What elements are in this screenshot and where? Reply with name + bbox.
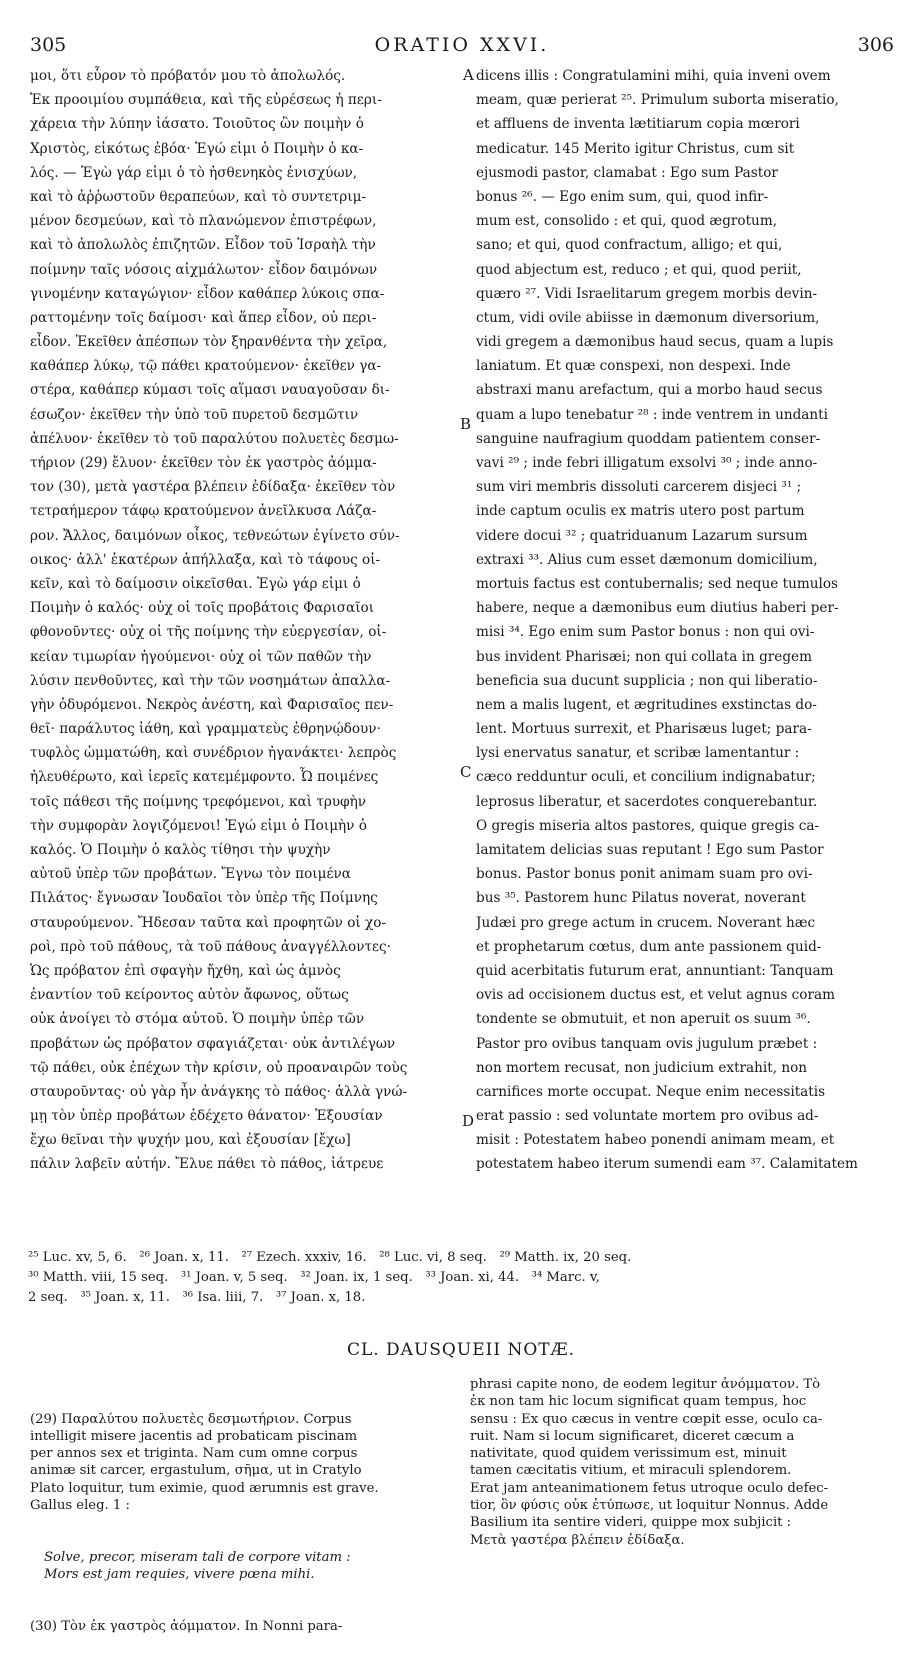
greek-line: μοι, ὅτι εὗρον τὸ πρόβατόν μου τὸ ἀπολωλός. xyxy=(30,68,346,84)
footnote-line: ²⁵ Luc. xv, 5, 6. ²⁶ Joan. x, 11. ²⁷ Ezech. xxxiv, 16. ²⁸ Luc. vi, 8 seq. ²⁹ Matth. ix, 20 seq. xyxy=(28,1250,632,1265)
greek-line: τυφλὸς ὠμματώθη, καὶ συνέδριον ἠγανάκτει· λεπρὸς xyxy=(30,745,397,762)
greek-line: προβάτων ὡς πρόβατον σφαγιάζεται· οὐκ ἀντιλέγων xyxy=(30,1035,396,1052)
latin-line: lysi enervatus sanatur, et scribæ lamentantur : xyxy=(476,745,800,762)
latin-line: bus invident Pharisæi; non qui collata in gregem xyxy=(476,648,812,665)
greek-line: λός. — Ἐγὼ γάρ εἰμι ὁ τὸ ἠσθενηκὸς ἐνισχύων, xyxy=(30,164,358,181)
note-line: tior, ὃν φύσις οὐκ ἐτύπωσε, ut loquitur Nonnus. Adde xyxy=(470,1498,829,1514)
latin-line: videre docui ³² ; quatriduanum Lazarum sursum xyxy=(476,527,808,544)
greek-line: τήριον (29) ἔλυον· ἐκεῖθεν τὸν ἐκ γαστρὸς ἀόμμα- xyxy=(30,455,377,471)
greek-line: καλός. Ὁ Ποιμὴν ὁ καλὸς τίθησι τὴν ψυχὴν xyxy=(30,842,331,858)
latin-line: vidi gregem a dæmonibus haud secus, quam a lupis xyxy=(476,334,834,351)
latin-line: Judæi pro grege actum in crucem. Noverant hæc xyxy=(476,914,816,931)
page-number-right: 306 xyxy=(857,34,894,56)
latin-line: nem a malis lugent, et ægritudines exstinctas do- xyxy=(476,696,817,713)
verse-line: Mors est jam requies, vivere pœna mihi. xyxy=(44,1567,315,1583)
greek-line: σταυροῦντας· οὐ γὰρ ἦν ἀνάγκης τὸ πάθος· ἀλλὰ γνώ- xyxy=(30,1083,408,1100)
greek-line: ρον. Ἄλλος, δαιμόνων οἶκος, τεθνεώτων ἐγίνετο σύν- xyxy=(30,527,400,544)
latin-line: ejusmodi pastor, clamabat : Ego sum Pastor xyxy=(476,164,778,181)
note-line: phrasi capite nono, de eodem legitur ἀνόμματον. Τὸ xyxy=(470,1377,821,1392)
footnotes xyxy=(28,1248,894,1308)
margin-letter-b: B xyxy=(460,415,472,433)
greek-line: ἠλευθέρωτο, καὶ ἱερεῖς κατεμέμφοντο. Ὦ ποιμένες xyxy=(30,769,379,786)
footnote-line: ³⁰ Matth. viii, 15 seq. ³¹ Joan. v, 5 seq. ³² Joan. ix, 1 seq. ³³ Joan. xi, 44. ³⁴ Marc. v, xyxy=(28,1270,600,1285)
greek-line: Πιλάτος· ἔγνωσαν Ἰουδαῖοι τὸν ὑπὲρ τῆς Ποίμνης xyxy=(30,890,378,907)
greek-line: οικος· ἀλλ' ἑκατέρων ἀπήλλαξα, καὶ τὸ τάφους οἰ- xyxy=(30,551,381,568)
greek-line: έσωζον· ἐκεῖθεν τὴν ὑπὸ τοῦ πυρετοῦ δεσμῶτιν xyxy=(30,406,359,423)
greek-line: αὐτοῦ ὑπὲρ τῶν προβάτων. Ἔγνω τὸν ποιμένα xyxy=(30,866,351,883)
note-line: tamen cæcitatis vitium, et miraculi splendorem. xyxy=(470,1463,792,1479)
running-title: ORATIO XXVI. xyxy=(374,34,550,56)
note-line: Basilium ita sentire videri, quippe mox subjicit : xyxy=(470,1515,792,1531)
latin-line: sum viri membris dissoluti carcerem disjeci ³¹ ; xyxy=(476,479,802,496)
note-line: Gallus eleg. 1 : xyxy=(30,1498,130,1514)
greek-line: ραττομένην τοῖς δαίμοσι· καὶ ἅπερ εἶδον, οὐ περι- xyxy=(30,309,377,326)
latin-line: extraxi ³³. Alius cum esset dæmonum domicilium, xyxy=(476,551,818,568)
latin-line: abstraxi manu arefactum, qui a morbo haud secus xyxy=(476,382,823,399)
verse-line: Solve, precor, miseram tali de corpore vitam : xyxy=(44,1549,351,1565)
latin-line: sanguine naufragium quoddam patientem conser- xyxy=(476,430,821,447)
greek-line: καὶ τὸ ἀῤῥωστοῦν θεραπεύων, καὶ τὸ συντετριμ- xyxy=(30,188,367,205)
latin-line: et affluens de inventa lætitiarum copia mœrori xyxy=(476,116,800,133)
latin-line: mum est, consolido : et qui, quod ægrotum, xyxy=(476,213,778,230)
latin-line: medicatur. 145 Merito igitur Christus, cum sit xyxy=(476,140,795,157)
latin-line: et prophetarum cœtus, dum ante passionem quid- xyxy=(476,938,822,955)
note-line: Μετὰ γαστέρα βλέπειν ἐδίδαξα. xyxy=(470,1532,685,1548)
greek-line: εἶδον. Ἐκεῖθεν ἀπέσπων τὸν ξηρανθέντα τὴν χεῖρα, xyxy=(30,334,388,351)
greek-line: κείαν τιμωρίαν ἡγούμενοι· οὐχ οἱ τῶν παθῶν τὴν xyxy=(30,648,372,665)
latin-line: quid acerbitatis futurum erat, annuntiant: Tanquam xyxy=(476,962,834,979)
greek-line: Ποιμὴν ὁ καλός· οὐχ οἱ τοῖς προβάτοις Φαρισαῖοι xyxy=(30,600,375,617)
greek-line: ροὶ, πρὸ τοῦ πάθους, τὰ τοῦ πάθους ἀναγγέλλοντες· xyxy=(30,938,391,955)
latin-line: meam, quæ perierat ²⁵. Primulum suborta miseratio, xyxy=(476,92,839,109)
latin-line: non mortem recusat, non judicium extrahit, non xyxy=(476,1059,808,1076)
note-line: Plato loquitur, tum eximie, quod ærumnis est grave. xyxy=(30,1480,379,1496)
latin-line: quæro ²⁷. Vidi Israelitarum gregem morbis devin- xyxy=(476,285,818,302)
greek-line: Χριστὸς, εἰκότως ἐβόα· Ἐγώ εἰμι ὁ Ποιμὴν ὁ κα- xyxy=(30,140,364,157)
notes-left-column xyxy=(30,1376,456,1653)
margin-letter-a: A xyxy=(463,66,474,84)
note-line: per annos sex et triginta. Nam cum omne corpus xyxy=(30,1446,358,1462)
latin-line: lamitatem delicias suas reputant ! Ego sum Pastor xyxy=(476,842,824,858)
greek-line: Ὡς πρόβατον ἐπὶ σφαγὴν ἤχθη, καὶ ὡς ἀμνὸς xyxy=(30,962,341,979)
note-line: animæ sit carcer, ergastulum, σῆμα, ut in Cratylo xyxy=(30,1463,362,1479)
margin-letter-d: D xyxy=(462,1112,475,1130)
notes-right-column xyxy=(470,1376,896,1549)
latin-line: ctum, vidi ovile abiisse in dæmonum diversorium, xyxy=(476,309,820,326)
footnote-line: 2 seq. ³⁵ Joan. x, 11. ³⁶ Isa. liii, 7. ³⁷ Joan. x, 18. xyxy=(28,1290,366,1305)
greek-line: καὶ τὸ ἀπολωλὸς ἐπιζητῶν. Εἶδον τοῦ Ἰσραὴλ τὴν xyxy=(30,237,376,254)
greek-text-column xyxy=(30,64,462,1177)
latin-line: bonus ²⁶. — Ego enim sum, qui, quod infir- xyxy=(476,188,769,205)
note-line: nativitate, quod quidem verissimum est, minuit xyxy=(470,1446,787,1462)
greek-line: οὐκ ἀνοίγει τὸ στόμα αὐτοῦ. Ὁ ποιμὴν ὑπὲρ τῶν xyxy=(30,1011,365,1028)
latin-line: vavi ²⁹ ; inde febri illigatum exsolvi ³⁰ ; inde anno- xyxy=(476,455,818,471)
latin-line: bonus. Pastor bonus ponit animam suam pro ovi- xyxy=(476,866,813,883)
greek-line: τοῖς πάθεσι τῆς ποίμνης τρεφόμενοι, καὶ τρυφὴν xyxy=(30,793,367,810)
page-number-left: 305 xyxy=(30,34,67,56)
greek-line: τῷ πάθει, οὐκ ἐπέχων τὴν κρίσιν, οὐ προαναιρῶν τοὺς xyxy=(30,1059,408,1076)
latin-line: habere, neque a dæmonibus eum diutius haberi per- xyxy=(476,600,839,617)
note-line: (29) Παραλύτου πολυετὲς δεσμωτήριον. Corpus xyxy=(30,1411,352,1427)
latin-line: beneficia sua ducunt supplicia ; non qui liberatio- xyxy=(476,672,818,689)
latin-line: tondente se obmutuit, et non aperuit os suum ³⁶. xyxy=(476,1011,811,1028)
note-line: intelligit misere jacentis ad probaticam piscinam xyxy=(30,1428,358,1444)
greek-line: ἐναντίον τοῦ κείροντος αὐτὸν ἄφωνος, οὕτως xyxy=(30,987,349,1004)
greek-line: πάλιν λαβεῖν αὐτήν. Ἔλυε πάθει τὸ πάθος, ἰάτρευε xyxy=(30,1156,384,1173)
greek-line: χάρεια τὴν λύπην ἰάσατο. Τοιοῦτος ὢν ποιμὴν ὁ xyxy=(30,116,364,133)
greek-line: τετραήμερον τάφῳ κρατούμενον ἀνεῖλκυσα Λάζα- xyxy=(30,503,377,520)
latin-line: inde captum oculis ex matris utero post partum xyxy=(476,503,805,520)
greek-line: γινομένην καταγώγιον· εἶδον καθάπερ λύκοις σπα- xyxy=(30,285,385,302)
greek-line: τον (30), μετὰ γαστέρα βλέπειν ἐδίδαξα· ἐκεῖθεν τὸν xyxy=(30,479,396,496)
margin-letter-c: C xyxy=(460,763,472,781)
latin-line: misit : Potestatem habeo ponendi animam meam, et xyxy=(476,1132,835,1149)
greek-line: μῃ τὸν ὑπὲρ προβάτων ἐδέχετο θάνατον· Ἐξουσίαν xyxy=(30,1108,383,1125)
latin-line: sano; et qui, quod confractum, alligo; et qui, xyxy=(476,237,783,254)
latin-line: potestatem habeo iterum sumendi eam ³⁷. Calamitatem xyxy=(476,1156,858,1173)
greek-line: ἀπέλυον· ἐκεῖθεν τὸ τοῦ παραλύτου πολυετὲς δεσμω- xyxy=(30,430,399,447)
greek-line: φθονοῦντες· οὐχ οἱ τῆς ποίμνης τὴν εὐεργεσίαν, οἰ- xyxy=(30,624,387,641)
greek-line: σταυρούμενον. Ἤδεσαν ταῦτα καὶ προφητῶν οἱ χο- xyxy=(30,914,387,931)
greek-line: Ἐκ προοιμίου συμπάθεια, καὶ τῆς εὑρέσεως ἡ περι- xyxy=(30,92,382,109)
notes-title: CL. DAUSQUEII NOTÆ. xyxy=(346,1340,576,1360)
latin-line: quam a lupo tenebatur ²⁸ : inde ventrem in undanti xyxy=(476,406,828,423)
latin-line: lent. Mortuus surrexit, et Pharisæus luget; para- xyxy=(476,721,812,738)
greek-line: ἔχω θεῖναι τὴν ψυχήν μου, καὶ ἐξουσίαν [ἔχω] xyxy=(30,1132,351,1149)
latin-line: misi ³⁴. Ego enim sum Pastor bonus : non qui ovi- xyxy=(476,624,815,641)
greek-line: γὴν ὀδυρόμενοι. Νεκρὸς ἀνέστη, καὶ Φαρισαῖος πεν- xyxy=(30,696,394,713)
latin-line: mortuis factus est contubernalis; sed neque tumulos xyxy=(476,575,838,592)
latin-line: laniatum. Et quæ conspexi, non despexi. Inde xyxy=(476,358,791,375)
greek-line: λύσιν πενθοῦντες, καὶ τὴν τῶν νοσημάτων ἀπαλλα- xyxy=(30,672,391,689)
latin-line: cæco redduntur oculi, et concilium indignabatur; xyxy=(476,769,816,786)
greek-line: μένον δεσμεύων, καὶ τὸ πλανώμενον ἐπιστρέφων, xyxy=(30,213,377,230)
latin-line: dicens illis : Congratulamini mihi, quia inveni ovem xyxy=(476,68,831,84)
latin-line: leprosus liberatur, et sacerdotes conquerebantur. xyxy=(476,793,818,810)
latin-line: bus ³⁵. Pastorem hunc Pilatus noverat, noverant xyxy=(476,890,806,907)
note-line: ruit. Nam si locum significaret, diceret cæcum a xyxy=(470,1428,795,1444)
latin-line: O gregis miseria altos pastores, quique gregis ca- xyxy=(476,817,820,834)
greek-line: τὴν συμφορὰν λογιζόμενοι! Ἐγώ εἰμι ὁ Ποιμὴν ὁ xyxy=(30,817,367,834)
latin-line: erat passio : sed voluntate mortem pro ovibus ad- xyxy=(476,1108,819,1125)
latin-text-column xyxy=(476,64,896,1177)
note-line: (30) Τὸν ἐκ γαστρὸς ἀόμματον. In Nonni para- xyxy=(30,1619,343,1635)
note-line: Erat jam anteanimationem fetus utroque oculo defec- xyxy=(470,1480,829,1496)
greek-line: στέρα, καθάπερ κύμασι τοῖς αἵμασι ναυαγοῦσαν δι- xyxy=(30,382,390,399)
latin-line: carnifices morte occupat. Neque enim necessitatis xyxy=(476,1083,826,1100)
greek-line: καθάπερ λύκῳ, τῷ πάθει κρατούμενον· ἐκεῖθεν γα- xyxy=(30,358,382,375)
note-line: ἐκ non tam hic locum significat quam tempus, hoc xyxy=(470,1394,807,1410)
page-header xyxy=(30,34,894,60)
note-line: sensu : Ex quo cæcus in ventre cœpit esse, oculo ca- xyxy=(470,1411,823,1427)
greek-line: θεῖ· παράλυτος ἰάθη, καὶ γραμματεὺς ἐθρηνῴδουν· xyxy=(30,721,381,738)
greek-line: κεῖν, καὶ τὸ δαίμοσιν οἰκεῖσθαι. Ἐγὼ γάρ εἰμι ὁ xyxy=(30,575,361,592)
latin-line: Pastor pro ovibus tanquam ovis jugulum præbet : xyxy=(476,1035,818,1052)
latin-line: ovis ad occisionem ductus est, et velut agnus coram xyxy=(476,987,835,1004)
greek-line: ποίμνην ταῖς νόσοις αἰχμάλωτον· εἶδον δαιμόνων xyxy=(30,261,378,278)
latin-line: quod abjectum est, reduco ; et qui, quod periit, xyxy=(476,261,802,278)
